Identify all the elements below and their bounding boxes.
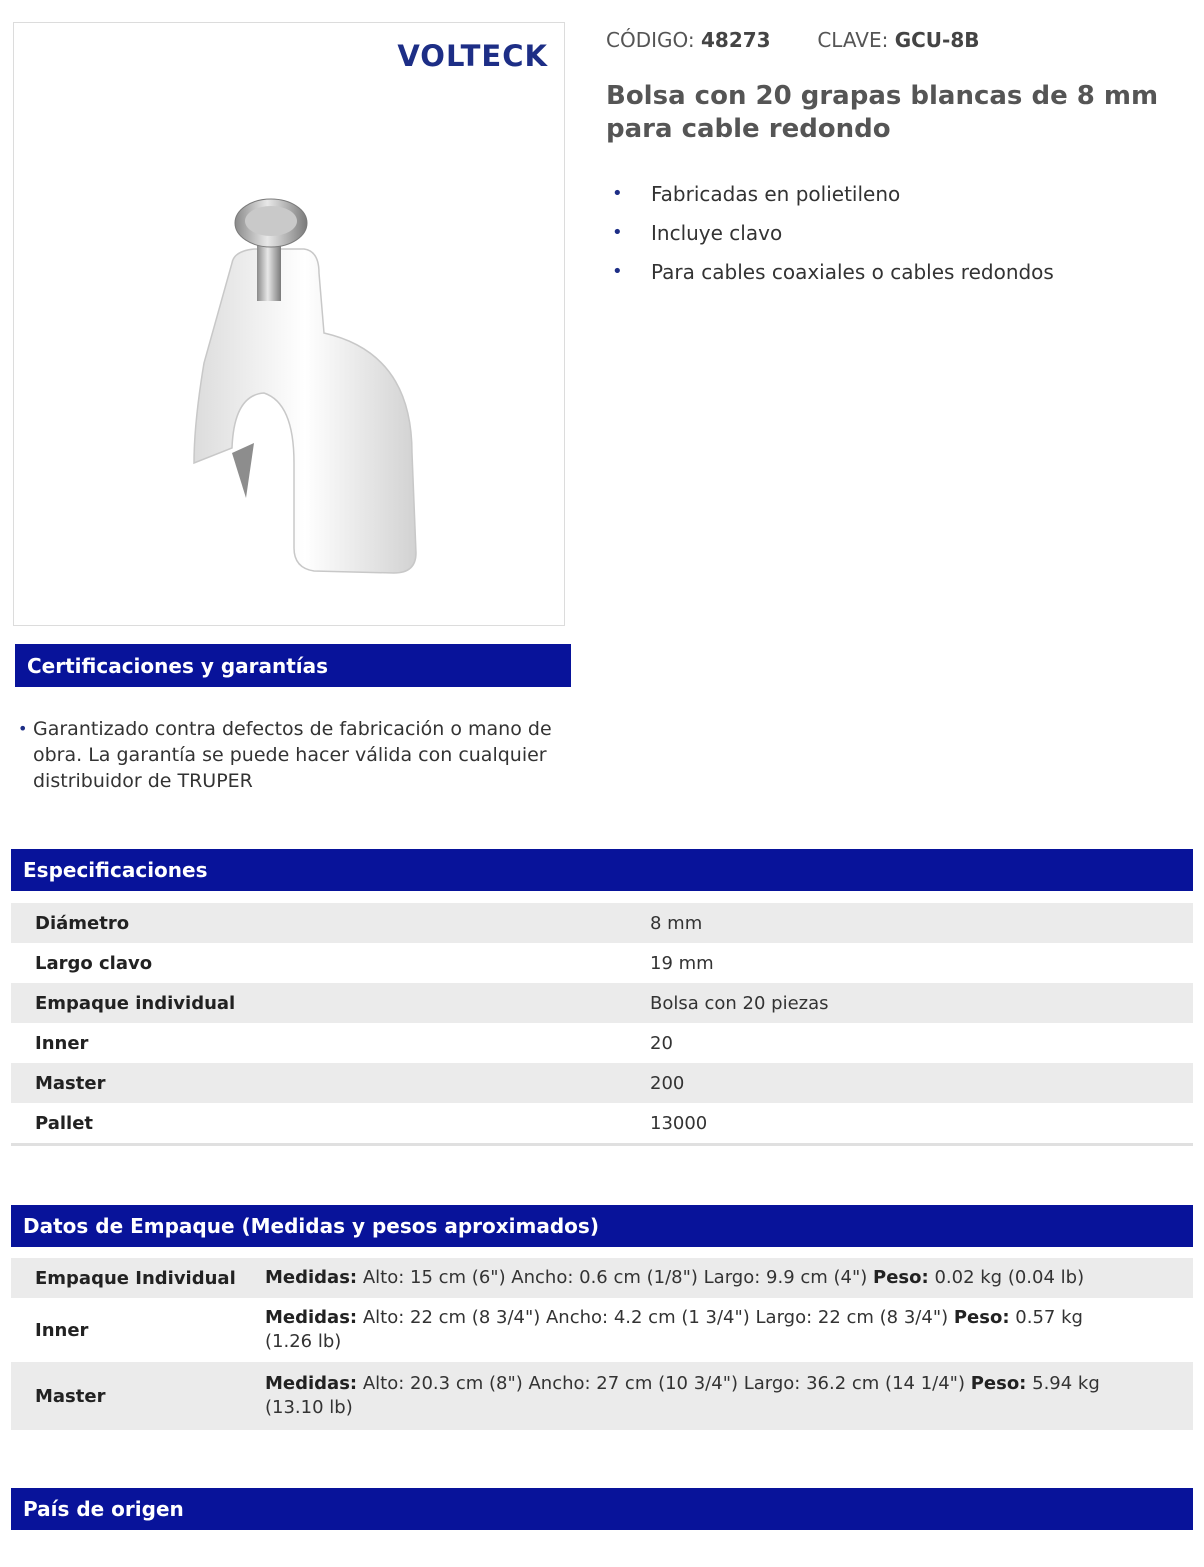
spec-label: Master xyxy=(35,1072,106,1094)
brand-logo: VOLTECK xyxy=(397,39,548,73)
spec-label: Empaque individual xyxy=(35,992,236,1014)
spec-label: Inner xyxy=(35,1032,89,1054)
table-row xyxy=(11,1063,1193,1103)
certificaciones-text: • Garantizado contra defectos de fabricación o mano de obra. La garantía se puede hacer válida con cualquier distribuidor de TRUPER xyxy=(18,718,552,792)
feature-item: • Para cables coaxiales o cables redondos xyxy=(612,260,1054,284)
pack-label: Master xyxy=(35,1385,106,1407)
codigo-value: 48273 xyxy=(701,28,771,52)
spec-value: 19 mm xyxy=(650,952,714,974)
clave-value: GCU-8B xyxy=(894,28,980,52)
especificaciones-heading: Especificaciones xyxy=(11,849,1193,891)
pack-label: Empaque Individual xyxy=(35,1267,236,1289)
bullet-icon: • xyxy=(612,261,623,282)
certificaciones-heading: Certificaciones y garantías xyxy=(15,644,571,687)
spec-value: 8 mm xyxy=(650,912,703,934)
origen-heading: País de origen xyxy=(11,1488,1193,1530)
codigo-label: CÓDIGO: xyxy=(606,28,695,52)
table-row xyxy=(11,1258,1193,1298)
spec-value: Bolsa con 20 piezas xyxy=(650,992,829,1014)
spec-value: 20 xyxy=(650,1032,673,1054)
feature-list xyxy=(612,181,1054,298)
table-row xyxy=(11,943,1193,983)
packaging-table xyxy=(11,1258,1193,1430)
empaque-heading: Datos de Empaque (Medidas y pesos aproximados) xyxy=(11,1205,1193,1247)
spec-value: 13000 xyxy=(650,1112,708,1134)
bullet-icon: • xyxy=(612,222,623,243)
product-code-line xyxy=(606,28,980,52)
table-row xyxy=(11,903,1193,943)
table-row xyxy=(11,1362,1193,1430)
pack-value: Medidas: Alto: 22 cm (8 3/4") Ancho: 4.2 cm (1 3/4") Largo: 22 cm (8 3/4") Peso: 0.57 kg (1.26 lb) xyxy=(265,1307,1083,1352)
table-row xyxy=(11,1023,1193,1063)
bullet-icon: • xyxy=(612,183,623,204)
clave-label: CLAVE: xyxy=(817,28,889,52)
spec-value: 200 xyxy=(650,1072,685,1094)
product-title: Bolsa con 20 grapas blancas de 8 mm para cable redondo xyxy=(606,81,1159,144)
feature-item: • Fabricadas en polietileno xyxy=(612,182,901,206)
feature-item: • Incluye clavo xyxy=(612,221,783,245)
table-row xyxy=(11,983,1193,1023)
table-row xyxy=(11,1103,1193,1143)
specs-table xyxy=(11,903,1193,1146)
product-image-frame xyxy=(13,22,565,626)
pack-value: Medidas: Alto: 15 cm (6") Ancho: 0.6 cm (1/8") Largo: 9.9 cm (4") Peso: 0.02 kg (0.04 lb) xyxy=(265,1267,1085,1288)
table-row xyxy=(11,1298,1193,1362)
spec-label: Diámetro xyxy=(35,912,130,934)
bullet-icon: • xyxy=(18,719,28,738)
pack-value: Medidas: Alto: 20.3 cm (8") Ancho: 27 cm (10 3/4") Largo: 36.2 cm (14 1/4") Peso: 5.94 kg (13.10 lb) xyxy=(265,1373,1100,1418)
spec-label: Pallet xyxy=(35,1112,94,1134)
spec-label: Largo clavo xyxy=(35,952,153,974)
product-image xyxy=(154,163,434,583)
pack-label: Inner xyxy=(35,1319,89,1341)
